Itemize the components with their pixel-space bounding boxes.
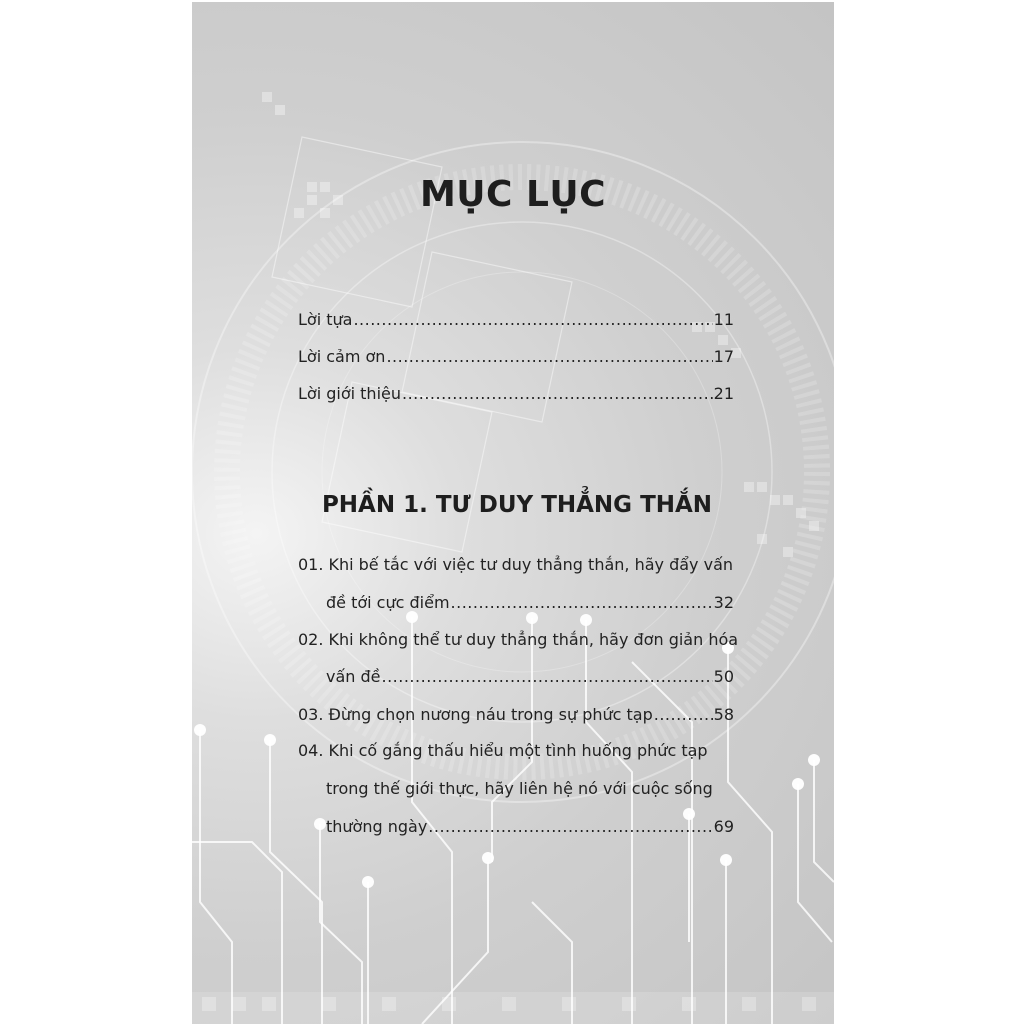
toc-entry-title-cont: thường ngày — [326, 817, 428, 836]
toc-entry-title: Khi cố gắng thấu hiểu một tình huống phức tạp — [328, 741, 708, 760]
toc-entry-04-continued-2 — [326, 814, 734, 840]
table-of-contents — [192, 2, 834, 1024]
toc-entry-loi-tua — [298, 307, 734, 333]
dot-leader — [451, 590, 713, 616]
toc-entry-01 — [298, 552, 734, 578]
toc-page-number: 32 — [713, 593, 734, 612]
toc-entry-04 — [298, 738, 734, 764]
toc-entry-title: Lời giới thiệu — [298, 384, 401, 403]
toc-entry-loi-cam-on — [298, 344, 734, 370]
toc-entry-title: Khi bế tắc với việc tư duy thẳng thắn, hãy đẩy vấn — [328, 555, 734, 574]
toc-entry-title-cont: vấn đề — [326, 667, 381, 686]
toc-entry-number: 02. — [298, 630, 324, 649]
toc-page-number: 21 — [713, 384, 734, 403]
dot-leader — [382, 664, 713, 690]
page-title: MỤC LỤC — [419, 174, 607, 215]
toc-entry-title: Lời cảm ơn — [298, 347, 386, 366]
toc-entry-title-cont: đề tới cực điểm — [326, 593, 450, 612]
toc-entry-03 — [298, 702, 734, 728]
toc-entry-number: 03. — [298, 705, 324, 724]
book-page — [192, 2, 834, 1024]
toc-entry-title-cont: trong thế giới thực, hãy liên hệ nó với cuộc sống — [326, 779, 713, 798]
toc-entry-02-continued — [326, 664, 734, 690]
toc-entry-title: Đừng chọn nương náu trong sự phức tạp — [328, 705, 653, 724]
dot-leader — [428, 814, 712, 840]
toc-entry-number: 01. — [298, 555, 324, 574]
dot-leader — [386, 344, 712, 370]
toc-entry-01-continued — [326, 590, 734, 616]
toc-entry-02 — [298, 627, 739, 653]
dot-leader — [402, 381, 713, 407]
toc-entry-04-continued-1 — [326, 776, 734, 802]
dot-leader — [353, 307, 712, 333]
toc-entry-number: 04. — [298, 741, 324, 760]
toc-entry-title: Lời tựa — [298, 310, 353, 329]
toc-page-number: 69 — [713, 817, 734, 836]
toc-page-number: 50 — [713, 667, 734, 686]
toc-entry-title: Khi không thể tư duy thẳng thắn, hãy đơn giản hóa — [328, 630, 739, 649]
toc-entry-loi-gioi-thieu — [298, 381, 734, 407]
part-title: PHẦN 1. TƯ DUY THẲNG THẮN — [321, 492, 713, 518]
toc-page-number: 11 — [713, 310, 734, 329]
toc-page-number: 58 — [713, 705, 734, 724]
dot-leader — [654, 702, 713, 728]
toc-page-number: 17 — [713, 347, 734, 366]
